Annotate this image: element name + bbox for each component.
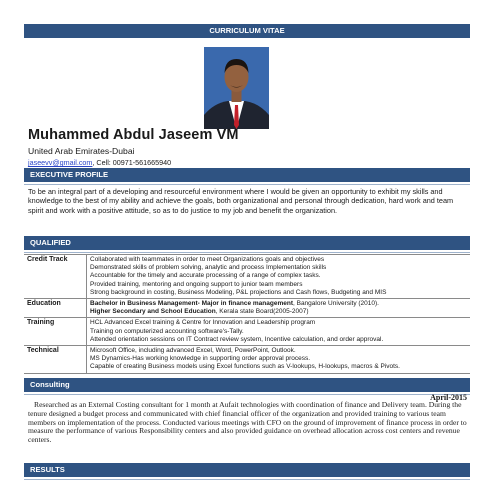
qualified-title: QUALIFIED	[30, 238, 71, 247]
list-item: Collaborated with teammates in order to meet Organizations goals and objectives	[90, 256, 325, 263]
qualifications-table	[24, 254, 470, 374]
row-label: Credit Track	[24, 255, 87, 299]
executive-profile-bar	[24, 168, 470, 182]
consulting-title: Consulting	[30, 380, 70, 389]
table-row	[24, 299, 470, 318]
section-underline	[24, 252, 470, 253]
consulting-bar	[24, 378, 470, 392]
list-item	[90, 300, 467, 308]
list-item: Microsoft Office, including advanced Excel, Word, PowerPoint, Outlook.	[90, 347, 296, 355]
list-item: Provided training, mentoring and ongoing support to junior team members	[90, 280, 303, 288]
results-bar	[24, 463, 470, 477]
candidate-location: United Arab Emirates-Dubai	[28, 146, 135, 156]
row-label: Technical	[24, 346, 87, 374]
list-item: Demonstrated skills of problem solving, analytic and process Implementation skills	[90, 264, 327, 272]
row-body	[87, 346, 471, 374]
section-underline	[24, 394, 470, 395]
section-underline	[24, 479, 470, 480]
portrait-image	[204, 47, 269, 129]
candidate-name: Muhammed Abdul Jaseem VM	[28, 127, 239, 143]
profile-photo	[204, 47, 269, 129]
list-item: Accountable for the timely and accurate processing of a range of complex tasks.	[90, 272, 321, 280]
table-row	[24, 346, 470, 374]
consulting-date: April-2015	[430, 393, 467, 402]
list-item: HCL Advanced Excel training & Centre for Innovation and Leadership program	[90, 319, 316, 327]
cv-title-bar	[24, 24, 470, 38]
list-item: Attended orientation sessions on IT Contract review system, Incentive calculation, and order approval.	[90, 335, 384, 343]
cv-title: CURRICULUM VITAE	[209, 26, 285, 35]
results-title: RESULTS	[30, 465, 65, 474]
qualified-bar	[24, 236, 470, 250]
list-item: MS Dynamics-Has working knowledge in supporting order approval process.	[90, 355, 311, 363]
row-body	[87, 318, 471, 346]
executive-profile-text: To be an integral part of a developing and resourceful environment where I would be given an opportunity to exhibit my skills and knowledge to the best of my ability and achieve the goals, both organizational and personal through dedication, hard work and team spirit and work with a positive attitude, so as to do justice to my job and benefit the organization.	[28, 187, 454, 215]
row-label: Training	[24, 318, 87, 346]
row-body	[87, 255, 471, 299]
cell-number: , Cell: 00971-561665940	[92, 158, 172, 167]
list-item: Training on computerized accounting software's-Tally.	[90, 327, 244, 335]
consulting-text: Researched as an External Costing consultant for 1 month at Aufait technologies with coordination of finance and Delivery team. During the tenure designed a budget process and communicated with chief financial officer of the organization and provided training to various team members on implementation of the process. Conducted various meetings with CFO on the ground of improvement of finance process in order to measure the performance of various Responsibility centers and also provided guidance on overhead allocation across cost centers and revenue centers.	[28, 400, 467, 445]
section-underline	[24, 184, 470, 185]
degree-detail: , Kerala state Board(2005-2007)	[215, 308, 309, 316]
degree-title: Bachelor in Business Management- Major in finance management	[90, 300, 293, 308]
executive-profile-title: EXECUTIVE PROFILE	[30, 170, 109, 179]
list-item: Strong background in costing, Business Modeling, P&L projections and Cash flows, Budgeting and MIS	[90, 288, 387, 296]
degree-title: Higher Secondary and School Education	[90, 308, 216, 316]
list-item	[90, 308, 467, 316]
row-body	[87, 299, 471, 318]
email-link[interactable]: jaseevv@gmail.com	[28, 158, 93, 167]
list-item: Capable of creating Business models using Excel functions such as V-lookups, H-lookups, macros & Pivots.	[90, 363, 400, 371]
degree-detail: , Bangalore University (2010).	[293, 300, 379, 308]
table-row	[24, 318, 470, 346]
contact-line	[28, 158, 171, 167]
row-label: Education	[24, 299, 87, 318]
table-row	[24, 255, 470, 299]
